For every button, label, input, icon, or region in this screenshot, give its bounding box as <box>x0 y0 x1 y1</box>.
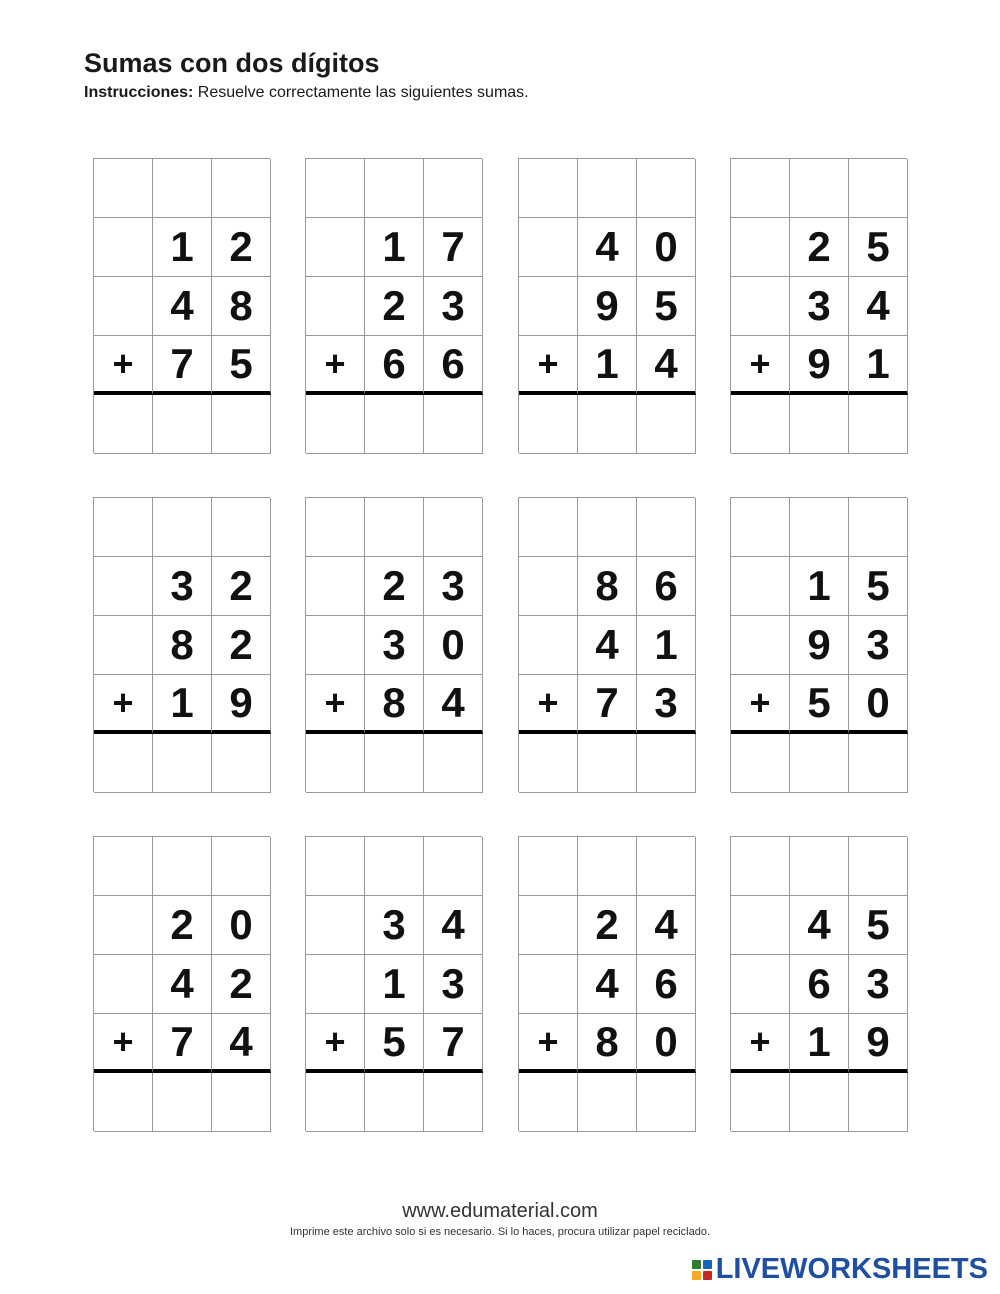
answer-cell[interactable] <box>731 734 790 793</box>
empty-cell <box>519 277 578 336</box>
liveworksheets-logo <box>692 1253 988 1286</box>
answer-cell[interactable] <box>365 1073 424 1132</box>
carry-cell[interactable] <box>306 837 365 896</box>
carry-cell[interactable] <box>424 159 483 218</box>
empty-cell <box>94 896 153 955</box>
empty-cell <box>519 616 578 675</box>
answer-cell[interactable] <box>519 395 578 454</box>
plus-sign: + <box>519 1014 578 1073</box>
addition-problem <box>93 158 270 453</box>
digit-cell: 2 <box>212 616 271 675</box>
digit-cell: 2 <box>365 557 424 616</box>
instructions-label: Instrucciones: <box>84 84 194 101</box>
digit-cell: 8 <box>153 616 212 675</box>
answer-cell[interactable] <box>849 1073 908 1132</box>
empty-cell <box>94 616 153 675</box>
carry-cell[interactable] <box>153 837 212 896</box>
carry-cell[interactable] <box>731 837 790 896</box>
digit-cell: 4 <box>578 218 637 277</box>
carry-cell[interactable] <box>212 159 271 218</box>
answer-cell[interactable] <box>306 395 365 454</box>
carry-cell[interactable] <box>731 159 790 218</box>
digit-cell: 3 <box>424 277 483 336</box>
addition-problem <box>518 158 695 453</box>
digit-cell: 9 <box>212 675 271 734</box>
digit-cell: 4 <box>424 896 483 955</box>
digit-cell: 3 <box>153 557 212 616</box>
digit-cell: 7 <box>153 1014 212 1073</box>
plus-sign: + <box>94 675 153 734</box>
answer-cell[interactable] <box>790 395 849 454</box>
carry-cell[interactable] <box>365 159 424 218</box>
plus-sign: + <box>731 336 790 395</box>
carry-cell[interactable] <box>790 498 849 557</box>
answer-cell[interactable] <box>637 395 696 454</box>
answer-cell[interactable] <box>94 1073 153 1132</box>
empty-cell <box>306 277 365 336</box>
digit-cell: 4 <box>153 955 212 1014</box>
digit-cell: 4 <box>578 616 637 675</box>
digit-cell: 1 <box>790 557 849 616</box>
digit-cell: 9 <box>849 1014 908 1073</box>
digit-cell: 6 <box>637 955 696 1014</box>
carry-cell[interactable] <box>365 837 424 896</box>
carry-cell[interactable] <box>153 498 212 557</box>
carry-cell[interactable] <box>849 837 908 896</box>
digit-cell: 2 <box>153 896 212 955</box>
empty-cell <box>94 955 153 1014</box>
answer-cell[interactable] <box>578 734 637 793</box>
answer-cell[interactable] <box>790 1073 849 1132</box>
plus-sign: + <box>94 336 153 395</box>
digit-cell: 7 <box>578 675 637 734</box>
digit-cell: 0 <box>637 218 696 277</box>
carry-cell[interactable] <box>94 159 153 218</box>
digit-cell: 1 <box>365 218 424 277</box>
carry-cell[interactable] <box>306 159 365 218</box>
plus-sign: + <box>519 675 578 734</box>
answer-cell[interactable] <box>790 734 849 793</box>
carry-cell[interactable] <box>519 498 578 557</box>
answer-cell[interactable] <box>849 734 908 793</box>
empty-cell <box>306 955 365 1014</box>
answer-cell[interactable] <box>849 395 908 454</box>
addition-problem <box>305 158 482 453</box>
digit-cell: 1 <box>578 336 637 395</box>
digit-cell: 7 <box>424 1014 483 1073</box>
carry-cell[interactable] <box>212 498 271 557</box>
empty-cell <box>731 218 790 277</box>
empty-cell <box>306 218 365 277</box>
digit-cell: 4 <box>212 1014 271 1073</box>
answer-cell[interactable] <box>519 734 578 793</box>
carry-cell[interactable] <box>578 159 637 218</box>
liveworksheets-logo-text: LIVEWORKSHEETS <box>715 1253 988 1285</box>
answer-cell[interactable] <box>306 1073 365 1132</box>
carry-cell[interactable] <box>790 159 849 218</box>
empty-cell <box>519 955 578 1014</box>
digit-cell: 5 <box>637 277 696 336</box>
empty-cell <box>731 277 790 336</box>
carry-cell[interactable] <box>637 159 696 218</box>
empty-cell <box>519 218 578 277</box>
empty-cell <box>731 557 790 616</box>
plus-sign: + <box>519 336 578 395</box>
digit-cell: 1 <box>637 616 696 675</box>
digit-cell: 8 <box>212 277 271 336</box>
digit-cell: 4 <box>424 675 483 734</box>
digit-cell: 4 <box>637 896 696 955</box>
carry-cell[interactable] <box>790 837 849 896</box>
digit-cell: 4 <box>578 955 637 1014</box>
plus-sign: + <box>94 1014 153 1073</box>
digit-cell: 2 <box>212 218 271 277</box>
digit-cell: 3 <box>849 955 908 1014</box>
empty-cell <box>519 557 578 616</box>
digit-cell: 4 <box>790 896 849 955</box>
digit-cell: 5 <box>849 896 908 955</box>
empty-cell <box>731 616 790 675</box>
digit-cell: 1 <box>849 336 908 395</box>
answer-cell[interactable] <box>424 395 483 454</box>
digit-cell: 6 <box>365 336 424 395</box>
digit-cell: 8 <box>578 557 637 616</box>
empty-cell <box>306 896 365 955</box>
footer-url: www.edumaterial.com <box>402 1200 598 1222</box>
plus-sign: + <box>731 675 790 734</box>
digit-cell: 4 <box>849 277 908 336</box>
answer-cell[interactable] <box>153 395 212 454</box>
empty-cell <box>306 557 365 616</box>
carry-cell[interactable] <box>849 498 908 557</box>
empty-cell <box>731 955 790 1014</box>
carry-cell[interactable] <box>365 498 424 557</box>
answer-cell[interactable] <box>578 395 637 454</box>
digit-cell: 3 <box>849 616 908 675</box>
digit-cell: 5 <box>849 218 908 277</box>
digit-cell: 5 <box>849 557 908 616</box>
answer-cell[interactable] <box>153 734 212 793</box>
plus-sign: + <box>731 1014 790 1073</box>
digit-cell: 4 <box>637 336 696 395</box>
carry-cell[interactable] <box>519 159 578 218</box>
carry-cell[interactable] <box>424 498 483 557</box>
digit-cell: 9 <box>790 336 849 395</box>
digit-cell: 9 <box>790 616 849 675</box>
digit-cell: 2 <box>790 218 849 277</box>
digit-cell: 8 <box>365 675 424 734</box>
digit-cell: 3 <box>790 277 849 336</box>
digit-cell: 1 <box>153 675 212 734</box>
addition-problem <box>93 836 270 1131</box>
carry-cell[interactable] <box>578 837 637 896</box>
addition-problem <box>730 158 907 453</box>
carry-cell[interactable] <box>731 498 790 557</box>
answer-cell[interactable] <box>731 1073 790 1132</box>
instructions-text: Resuelve correctamente las siguientes sumas. <box>193 84 529 101</box>
answer-cell[interactable] <box>212 1073 271 1132</box>
digit-cell: 6 <box>424 336 483 395</box>
footer-note: Imprime este archivo solo si es necesario. Si lo haces, procura utilizar papel reciclado. <box>289 1226 711 1238</box>
digit-cell: 4 <box>153 277 212 336</box>
digit-cell: 1 <box>365 955 424 1014</box>
digit-cell: 0 <box>637 1014 696 1073</box>
answer-cell[interactable] <box>94 395 153 454</box>
digit-cell: 3 <box>365 896 424 955</box>
digit-cell: 0 <box>849 675 908 734</box>
digit-cell: 5 <box>790 675 849 734</box>
liveworksheets-logo-icon <box>692 1260 712 1280</box>
carry-cell[interactable] <box>578 498 637 557</box>
answer-cell[interactable] <box>519 1073 578 1132</box>
digit-cell: 0 <box>424 616 483 675</box>
answer-cell[interactable] <box>306 734 365 793</box>
digit-cell: 8 <box>578 1014 637 1073</box>
answer-cell[interactable] <box>731 395 790 454</box>
digit-cell: 3 <box>637 675 696 734</box>
answer-cell[interactable] <box>365 734 424 793</box>
carry-cell[interactable] <box>94 837 153 896</box>
digit-cell: 1 <box>790 1014 849 1073</box>
page-title: Sumas con dos dígitos <box>84 48 380 78</box>
digit-cell: 3 <box>424 557 483 616</box>
carry-cell[interactable] <box>94 498 153 557</box>
carry-cell[interactable] <box>519 837 578 896</box>
addition-problem <box>305 497 482 792</box>
carry-cell[interactable] <box>153 159 212 218</box>
digit-cell: 7 <box>153 336 212 395</box>
digit-cell: 6 <box>637 557 696 616</box>
answer-cell[interactable] <box>365 395 424 454</box>
answer-cell[interactable] <box>212 734 271 793</box>
answer-cell[interactable] <box>578 1073 637 1132</box>
digit-cell: 1 <box>153 218 212 277</box>
digit-cell: 5 <box>365 1014 424 1073</box>
answer-cell[interactable] <box>424 734 483 793</box>
plus-sign: + <box>306 336 365 395</box>
answer-cell[interactable] <box>424 1073 483 1132</box>
answer-cell[interactable] <box>153 1073 212 1132</box>
answer-cell[interactable] <box>637 734 696 793</box>
carry-cell[interactable] <box>212 837 271 896</box>
carry-cell[interactable] <box>306 498 365 557</box>
digit-cell: 3 <box>424 955 483 1014</box>
carry-cell[interactable] <box>637 837 696 896</box>
digit-cell: 3 <box>365 616 424 675</box>
digit-cell: 2 <box>365 277 424 336</box>
empty-cell <box>94 277 153 336</box>
addition-problem <box>93 497 270 792</box>
empty-cell <box>306 616 365 675</box>
answer-cell[interactable] <box>637 1073 696 1132</box>
plus-sign: + <box>306 1014 365 1073</box>
digit-cell: 0 <box>212 896 271 955</box>
carry-cell[interactable] <box>424 837 483 896</box>
empty-cell <box>94 218 153 277</box>
empty-cell <box>94 557 153 616</box>
addition-problem <box>518 497 695 792</box>
digit-cell: 9 <box>578 277 637 336</box>
digit-cell: 2 <box>212 557 271 616</box>
addition-problem <box>730 497 907 792</box>
empty-cell <box>519 896 578 955</box>
empty-cell <box>731 896 790 955</box>
digit-cell: 2 <box>578 896 637 955</box>
addition-problem <box>518 836 695 1131</box>
digit-cell: 2 <box>212 955 271 1014</box>
plus-sign: + <box>306 675 365 734</box>
addition-problem <box>305 836 482 1131</box>
answer-cell[interactable] <box>94 734 153 793</box>
answer-cell[interactable] <box>212 395 271 454</box>
addition-problem <box>730 836 907 1131</box>
carry-cell[interactable] <box>849 159 908 218</box>
digit-cell: 6 <box>790 955 849 1014</box>
carry-cell[interactable] <box>637 498 696 557</box>
digit-cell: 7 <box>424 218 483 277</box>
digit-cell: 5 <box>212 336 271 395</box>
